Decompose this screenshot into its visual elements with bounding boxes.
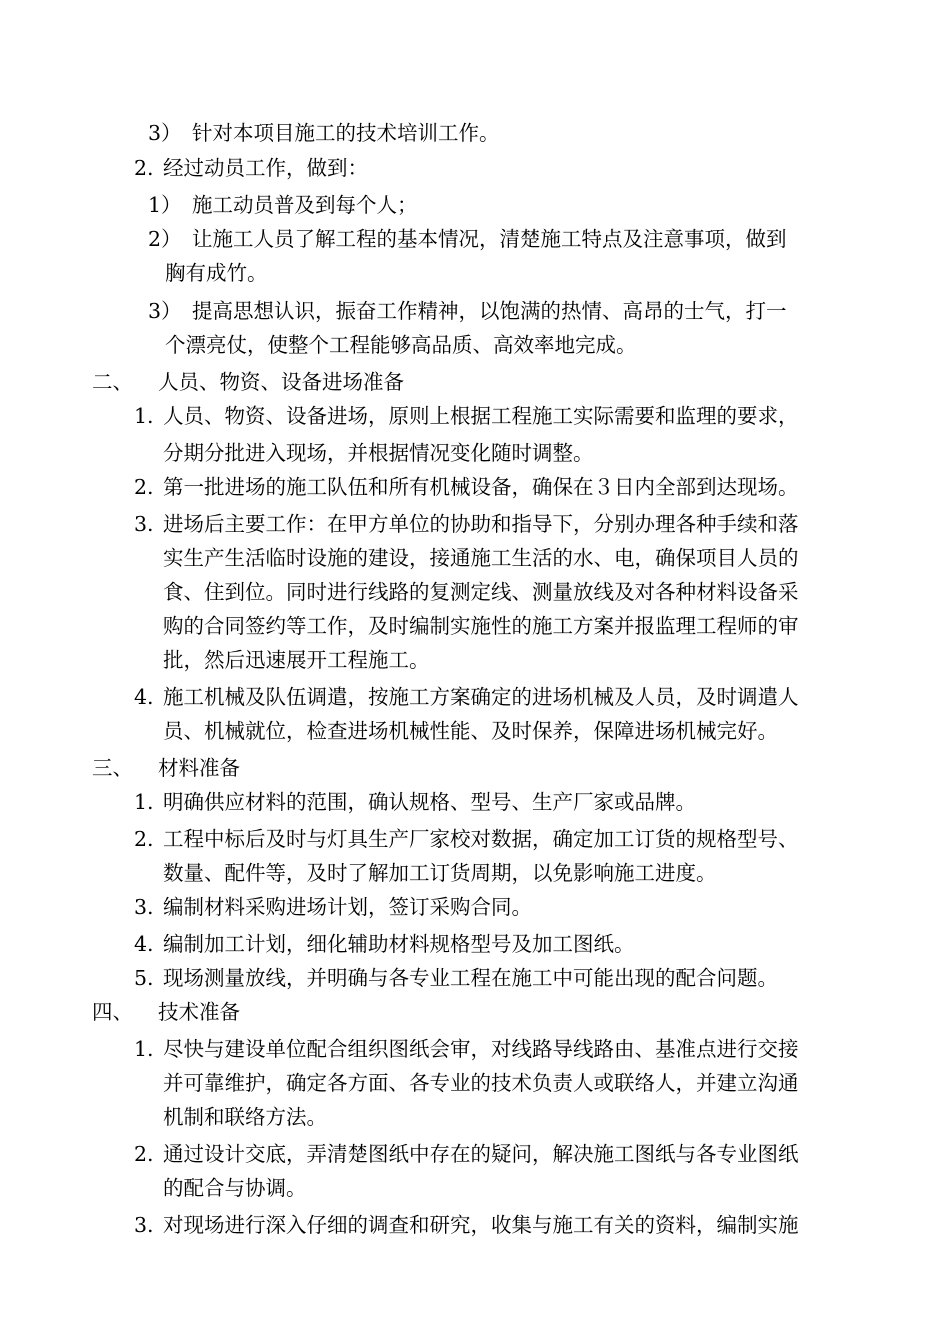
paragraph-line: 编制材料采购进场计划，签订采购合同。 [163,895,532,919]
section-number: 四、 [92,1000,133,1024]
paragraph-line: 分期分批进入现场，并根据情况变化随时调整。 [163,441,594,465]
list-number: 2. [134,1142,154,1166]
list-number: 3. [134,895,154,919]
paragraph-line: 施工动员普及到每个人； [192,193,418,217]
paragraph-line: 尽快与建设单位配合组织图纸会审，对线路导线路由、基准点进行交接 [163,1037,799,1061]
paragraph-line: 机制和联络方法。 [163,1105,327,1129]
list-number: 5. [134,966,154,990]
paragraph-line: 提高思想认识，振奋工作精神，以饱满的热情、高昂的士气，打一 [192,299,787,323]
section-number: 三、 [92,756,133,780]
list-number: 2. [134,156,154,180]
list-number: 3. [134,1213,154,1237]
paragraph-line: 食、住到位。同时进行线路的复测定线、测量放线及对各种材料设备采 [163,580,799,604]
paragraph-line: 批，然后迅速展开工程施工。 [163,648,430,672]
paragraph-line: 经过动员工作，做到： [163,156,368,180]
section-number: 二、 [92,370,133,394]
list-number: 4. [134,685,154,709]
paragraph-line: 个漂亮仗，使整个工程能够高品质、高效率地完成。 [165,333,637,357]
paragraph-line: 员、机械就位，检查进场机械性能、及时保养，保障进场机械完好。 [163,719,778,743]
list-number: 1. [134,790,154,814]
paragraph-line: 通过设计交底，弄清楚图纸中存在的疑问，解决施工图纸与各专业图纸 [163,1142,799,1166]
paragraph-line: 工程中标后及时与灯具生产厂家校对数据，确定加工订货的规格型号、 [163,827,799,851]
paragraph-line: 人员、物资、设备进场，原则上根据工程施工实际需要和监理的要求， [163,404,799,428]
paragraph-line: 编制加工计划，细化辅助材料规格型号及加工图纸。 [163,932,635,956]
paragraph-line: 明确供应材料的范围，确认规格、型号、生产厂家或品牌。 [163,790,696,814]
paragraph-line: 让施工人员了解工程的基本情况，清楚施工特点及注意事项，做到 [192,227,787,251]
paragraph-line: 针对本项目施工的技术培训工作。 [192,121,500,145]
paragraph-line: 数量、配件等，及时了解加工订货周期，以免影响施工进度。 [163,861,717,885]
paragraph-line: 第一批进场的施工队伍和所有机械设备，确保在３日内全部到达现场。 [163,475,799,499]
section-heading: 材料准备 [158,756,240,780]
paragraph-line: 并可靠维护，确定各方面、各专业的技术负责人或联络人，并建立沟通 [163,1071,799,1095]
list-number: 3. [134,512,154,536]
paragraph-line: 施工机械及队伍调遣，按施工方案确定的进场机械及人员，及时调遣人 [163,685,799,709]
list-number: 2） [148,227,182,251]
list-number: 2. [134,475,154,499]
paragraph-line: 进场后主要工作：在甲方单位的协助和指导下，分别办理各种手续和落 [163,512,799,536]
paragraph-line: 的配合与协调。 [163,1176,307,1200]
paragraph-line: 对现场进行深入仔细的调查和研究，收集与施工有关的资料，编制实施 [163,1213,799,1237]
list-number: 3） [148,121,182,145]
list-number: 4. [134,932,154,956]
paragraph-line: 胸有成竹。 [165,261,268,285]
list-number: 1） [148,193,182,217]
paragraph-line: 现场测量放线，并明确与各专业工程在施工中可能出现的配合问题。 [163,966,778,990]
list-number: 3） [148,299,182,323]
list-number: 1. [134,1037,154,1061]
section-heading: 技术准备 [158,1000,240,1024]
list-number: 1. [134,404,154,428]
paragraph-line: 购的合同签约等工作，及时编制实施性的施工方案并报监理工程师的审 [163,614,799,638]
section-heading: 人员、物资、设备进场准备 [158,370,404,394]
paragraph-line: 实生产生活临时设施的建设，接通施工生活的水、电，确保项目人员的 [163,546,799,570]
list-number: 2. [134,827,154,851]
